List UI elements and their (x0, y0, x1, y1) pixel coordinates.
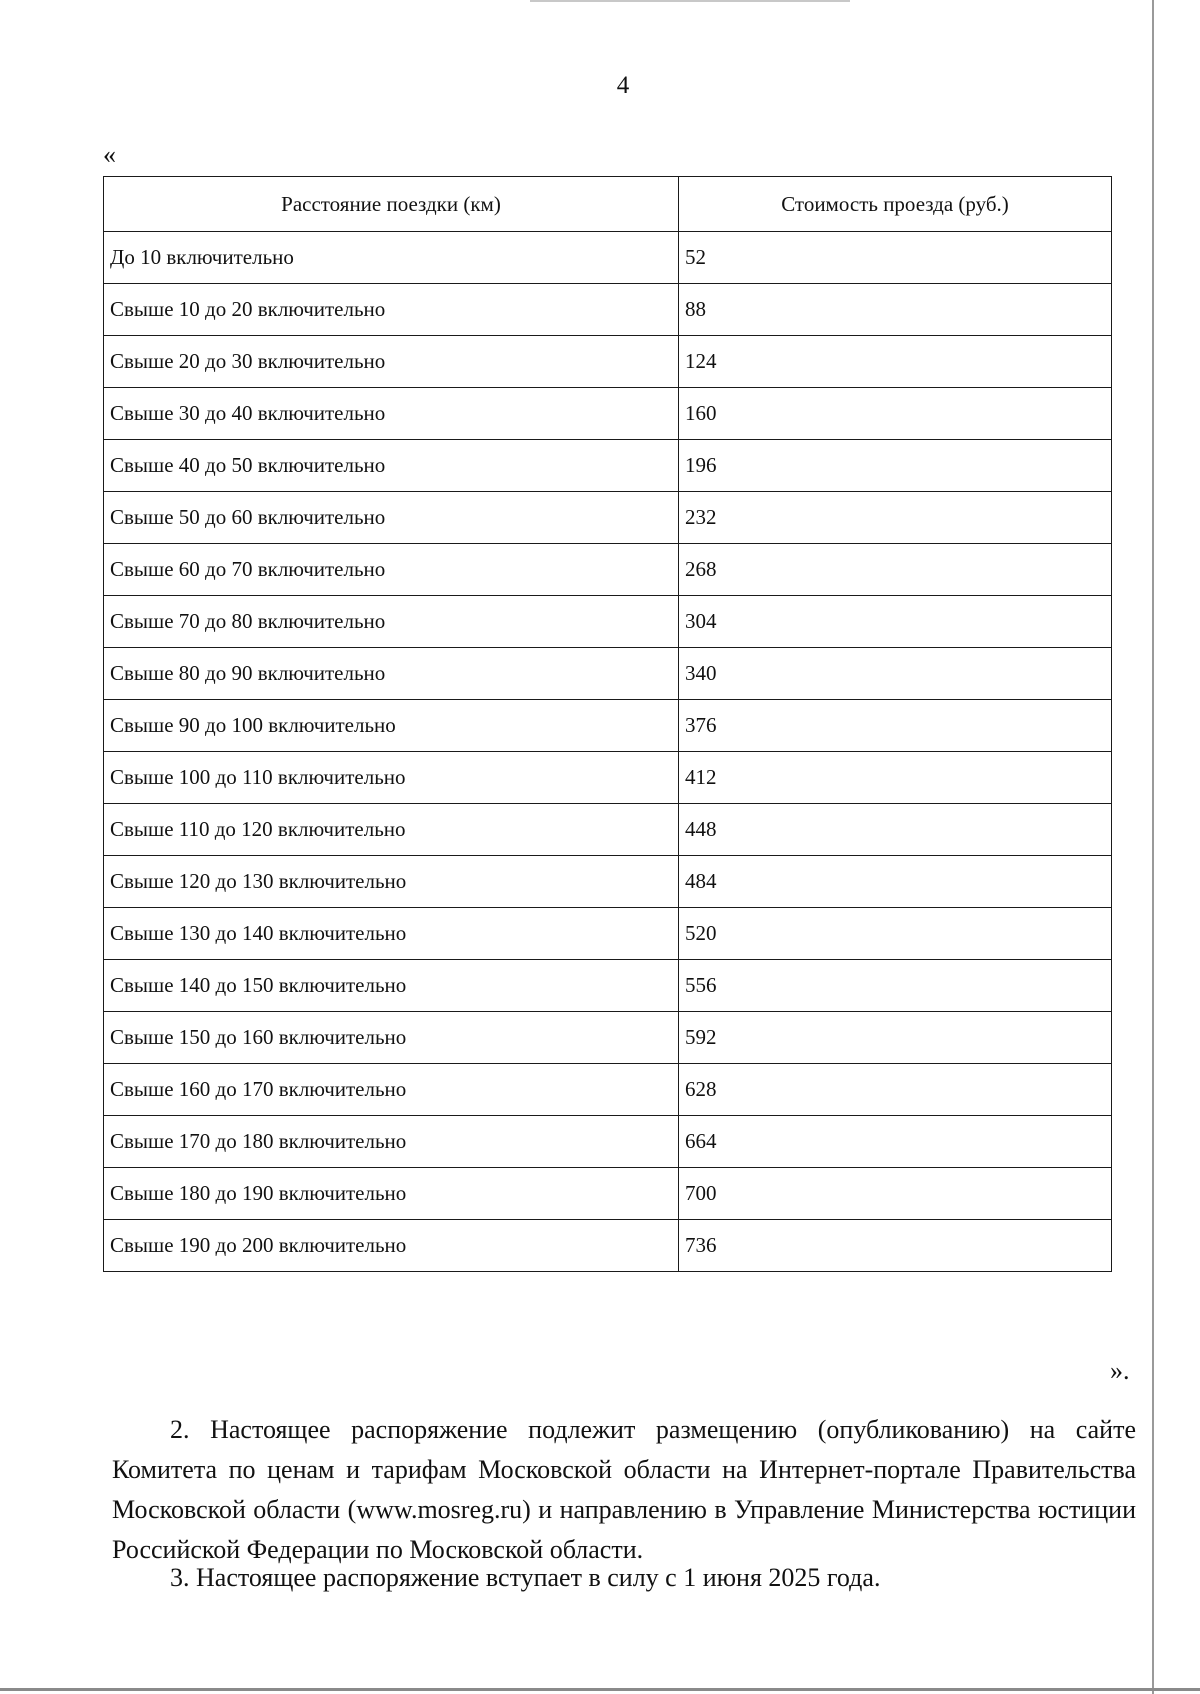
closing-quote: ». (1110, 1356, 1130, 1385)
distance-cell: Свыше 160 до 170 включительно (104, 1064, 679, 1116)
distance-cell: Свыше 140 до 150 включительно (104, 960, 679, 1012)
table-row (104, 856, 1112, 908)
table-row (104, 232, 1112, 284)
distance-cell: Свыше 40 до 50 включительно (104, 440, 679, 492)
distance-cell: До 10 включительно (104, 232, 679, 284)
fare-cell: 700 (679, 1168, 1112, 1220)
table-row (104, 544, 1112, 596)
fare-table (103, 176, 1112, 1272)
distance-cell: Свыше 90 до 100 включительно (104, 700, 679, 752)
table-header-row (104, 177, 1112, 232)
paragraph-effective-date: 3. Настоящее распоряжение вступает в силу с 1 июня 2025 года. (170, 1563, 881, 1592)
table-row (104, 960, 1112, 1012)
table-row (104, 804, 1112, 856)
fare-cell: 736 (679, 1220, 1112, 1272)
fare-cell: 124 (679, 336, 1112, 388)
table-row (104, 1064, 1112, 1116)
table-row (104, 492, 1112, 544)
table-row (104, 908, 1112, 960)
header-fare: Стоимость проезда (руб.) (679, 177, 1112, 232)
fare-cell: 268 (679, 544, 1112, 596)
distance-cell: Свыше 50 до 60 включительно (104, 492, 679, 544)
distance-cell: Свыше 180 до 190 включительно (104, 1168, 679, 1220)
fare-cell: 304 (679, 596, 1112, 648)
table-row (104, 336, 1112, 388)
fare-cell: 88 (679, 284, 1112, 336)
distance-cell: Свыше 60 до 70 включительно (104, 544, 679, 596)
table-row (104, 284, 1112, 336)
fare-cell: 556 (679, 960, 1112, 1012)
table-row (104, 1012, 1112, 1064)
fare-cell: 412 (679, 752, 1112, 804)
distance-cell: Свыше 70 до 80 включительно (104, 596, 679, 648)
scan-artifact-top (530, 0, 850, 2)
distance-cell: Свыше 190 до 200 включительно (104, 1220, 679, 1272)
distance-cell: Свыше 150 до 160 включительно (104, 1012, 679, 1064)
fare-cell: 448 (679, 804, 1112, 856)
scan-artifact-right (1152, 0, 1154, 1694)
fare-cell: 592 (679, 1012, 1112, 1064)
opening-quote: « (103, 140, 116, 169)
distance-cell: Свыше 100 до 110 включительно (104, 752, 679, 804)
paragraph-publication: 2. Настоящее распоряжение подлежит размещению (опубликованию) на сайте Комитета по ценам и тарифам Московской области на Интернет-портале Правительства Московской области (www.mosreg.ru) и направлению в Управление Министерства юстиции Российской Федерации по Московской области. (112, 1415, 1136, 1564)
distance-cell: Свыше 20 до 30 включительно (104, 336, 679, 388)
scan-artifact-bottom (0, 1688, 1200, 1691)
table-row (104, 1116, 1112, 1168)
distance-cell: Свыше 170 до 180 включительно (104, 1116, 679, 1168)
table-row (104, 388, 1112, 440)
fare-cell: 52 (679, 232, 1112, 284)
distance-cell: Свыше 30 до 40 включительно (104, 388, 679, 440)
table-row (104, 752, 1112, 804)
table-row (104, 440, 1112, 492)
fare-cell: 664 (679, 1116, 1112, 1168)
table-row (104, 1220, 1112, 1272)
fare-cell: 628 (679, 1064, 1112, 1116)
table-row (104, 700, 1112, 752)
table-row (104, 1168, 1112, 1220)
distance-cell: Свыше 120 до 130 включительно (104, 856, 679, 908)
page-number: 4 (616, 72, 630, 99)
distance-cell: Свыше 110 до 120 включительно (104, 804, 679, 856)
distance-cell: Свыше 10 до 20 включительно (104, 284, 679, 336)
table-row (104, 596, 1112, 648)
fare-cell: 196 (679, 440, 1112, 492)
fare-cell: 160 (679, 388, 1112, 440)
fare-cell: 484 (679, 856, 1112, 908)
distance-cell: Свыше 130 до 140 включительно (104, 908, 679, 960)
table-row (104, 648, 1112, 700)
fare-cell: 376 (679, 700, 1112, 752)
fare-cell: 232 (679, 492, 1112, 544)
distance-cell: Свыше 80 до 90 включительно (104, 648, 679, 700)
fare-cell: 340 (679, 648, 1112, 700)
fare-cell: 520 (679, 908, 1112, 960)
header-distance: Расстояние поездки (км) (104, 177, 679, 232)
